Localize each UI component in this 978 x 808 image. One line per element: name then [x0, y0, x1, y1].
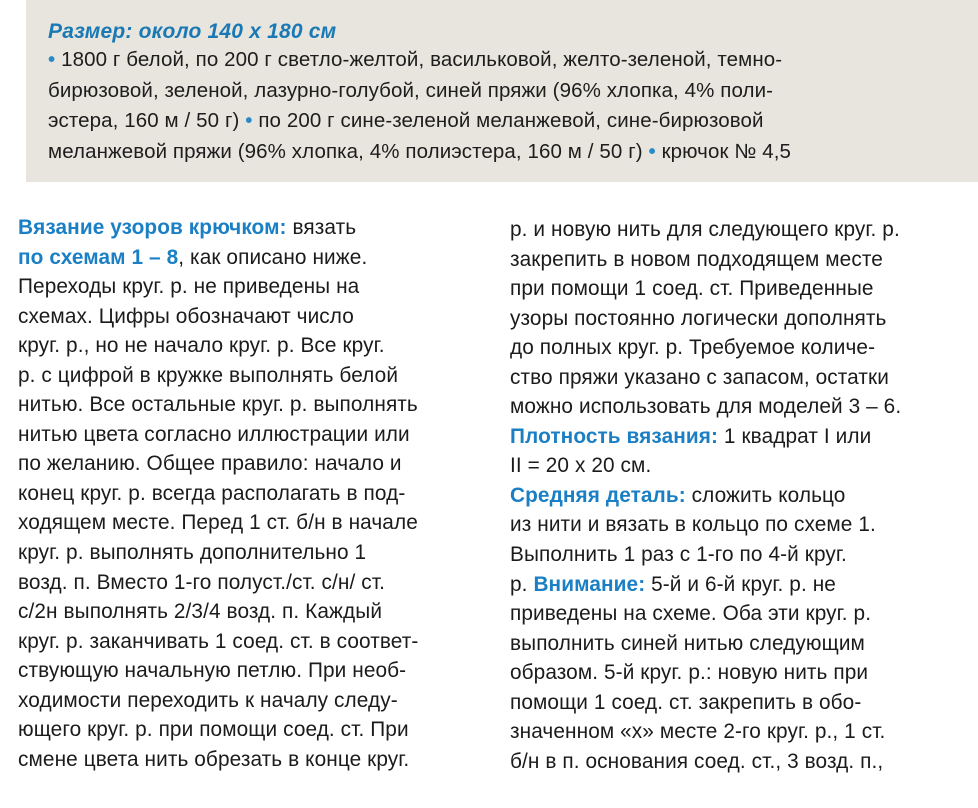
paragraph-line: нитью цвета согласно иллюстрации или: [18, 422, 410, 446]
paragraph-line: возд. п. Вместо 1-го полуст./ст. с/н/ ст.: [18, 570, 385, 594]
paragraph-line: ющего круг. р. при помощи соед. ст. При: [18, 718, 409, 742]
paragraph-line: Выполнить 1 раз с 1-го по 4-й круг.: [510, 543, 847, 567]
paragraph-line: ство пряжи указано с запасом, остатки: [510, 365, 889, 389]
bullet-icon: •: [648, 139, 662, 163]
schemes-reference: по схемам 1 – 8: [18, 245, 179, 269]
paragraph-line: р. с цифрой в кружке выполнять белой: [18, 363, 399, 387]
paragraph-line: из нити и вязать в кольцо по схеме 1.: [510, 513, 876, 537]
paragraph-line: II = 20 х 20 см.: [510, 454, 652, 478]
paragraph-line: с/2н выполнять 2/3/4 возд. п. Каждый: [18, 600, 383, 624]
paragraph-line: Средняя деталь: сложить кольцо: [510, 483, 846, 507]
paragraph-line: можно использовать для моделей 3 – 6.: [510, 395, 902, 419]
section-heading-gauge: Плотность вязания:: [510, 424, 719, 448]
paragraph-line: Вязание узоров крючком: вязать: [18, 216, 357, 239]
paragraph-line: образом. 5-й круг. р.: новую нить при: [510, 661, 869, 685]
paragraph-line: по схемам 1 – 8, как описано ниже.: [18, 245, 368, 269]
paragraph-line: до полных круг. р. Требуемое количе-: [510, 336, 876, 360]
paragraph-line: круг. р. выполнять дополнительно 1: [18, 541, 367, 565]
left-column: [18, 213, 478, 774]
paragraph-line: узоры постоянно логически дополнять: [510, 306, 887, 330]
size-heading: Размер: около 140 х 180 см: [48, 20, 337, 43]
paragraph-line: закрепить в новом подходящем месте: [510, 247, 883, 271]
materials-text: [48, 45, 953, 167]
paragraph-line: ходящем месте. Перед 1 ст. б/н в начале: [18, 511, 418, 535]
paragraph-line: приведены на схеме. Оба эти круг. р.: [510, 602, 872, 626]
paragraph-line: значенном «х» месте 2-го круг. р., 1 ст.: [510, 720, 886, 744]
section-heading-middle-piece: Средняя деталь:: [510, 483, 686, 507]
section-heading-crochet: Вязание узоров крючком:: [18, 216, 287, 239]
paragraph-line: круг. р., но не начало круг. р. Все круг.: [18, 334, 385, 358]
paragraph-line: б/н в п. основания соед. ст., 3 возд. п.,: [510, 749, 884, 773]
materials-box: [26, 0, 978, 182]
paragraph-line: смене цвета нить обрезать в конце круг.: [18, 747, 410, 771]
paragraph-line: нитью. Все остальные круг. р. выполнять: [18, 393, 418, 417]
paragraph-line: круг. р. заканчивать 1 соед. ст. в соответ-: [18, 629, 419, 653]
attention-heading: Внимание:: [533, 572, 646, 596]
paragraph-line: по желанию. Общее правило: начало и: [18, 452, 402, 476]
paragraph-line: ходимости переходить к началу следу-: [18, 688, 398, 712]
right-column: [510, 215, 970, 776]
paragraph-line: р. Внимание: 5-й и 6-й круг. р. не: [510, 572, 836, 596]
bullet-icon: •: [245, 109, 259, 132]
paragraph-line: конец круг. р. всегда располагать в под-: [18, 481, 406, 505]
materials-content: [48, 18, 953, 167]
paragraph-line: Плотность вязания: 1 квадрат I или: [510, 424, 872, 448]
bullet-icon: •: [48, 48, 62, 71]
paragraph-line: р. и новую нить для следующего круг. р.: [510, 218, 900, 241]
materials-line: эстера, 160 м / 50 г) • по 200 г сине-зеленой меланжевой, сине-бирюзовой: [48, 109, 764, 132]
paragraph-line: при помощи 1 соед. ст. Приведенные: [510, 277, 874, 301]
paragraph-line: помощи 1 соед. ст. закрепить в обо-: [510, 690, 862, 714]
paragraph-line: ствующую начальную петлю. При необ-: [18, 659, 407, 683]
materials-line: бирюзовой, зеленой, лазурно-голубой, синей пряжи (96% хлопка, 4% поли-: [48, 78, 774, 102]
paragraph-line: Переходы круг. р. не приведены на: [18, 275, 360, 299]
materials-line: меланжевой пряжи (96% хлопка, 4% полиэстера, 160 м / 50 г) • крючок № 4,5: [48, 139, 792, 163]
paragraph-line: схемах. Цифры обозначают число: [18, 304, 354, 328]
paragraph-line: выполнить синей нитью следующим: [510, 631, 865, 655]
materials-line: • 1800 г белой, по 200 г светло-желтой, васильковой, желто-зеленой, темно-: [48, 48, 783, 71]
